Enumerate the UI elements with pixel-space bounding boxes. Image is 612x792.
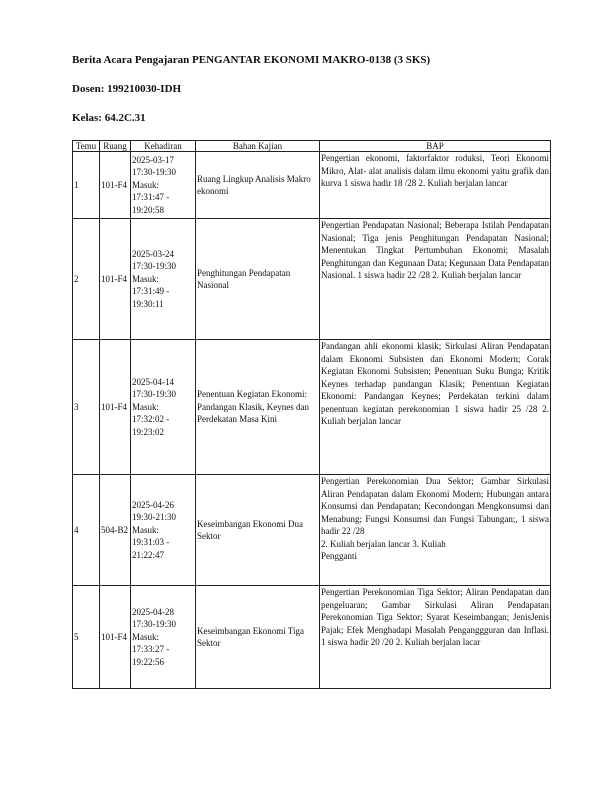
cell-ruang: 101-F4 bbox=[100, 152, 131, 219]
cell-bahan-kajian: Ruang Lingkup Analisis Makro ekonomi bbox=[196, 152, 320, 219]
table-row bbox=[73, 152, 551, 219]
header-bap: BAP bbox=[320, 141, 551, 152]
header-temu: Temu bbox=[73, 141, 100, 152]
cell-kehadiran: 2025-04-14 17:30-19:30 Masuk: 17:32:02 - 19:23:02 bbox=[131, 340, 196, 475]
cell-bahan-kajian: Keseimbangan Ekonomi Tiga Sektor bbox=[196, 586, 320, 689]
cell-bahan-kajian: Keseimbangan Ekonomi Dua Sektor bbox=[196, 475, 320, 586]
cell-temu: 5 bbox=[73, 586, 100, 689]
table-row bbox=[73, 219, 551, 340]
cell-temu: 4 bbox=[73, 475, 100, 586]
cell-bap: Pengertian Pendapatan Nasional; Beberapa Istilah Pendapatan Nasional; Tiga jenis Penghitungan Pendapatan Nasional; Menentukan Tingkat Pertumbuhan Ekonomi; Masalah Penghitungan dan Kegunaan Data; Kegunaan Data Pendapatan Nasional. 1 siswa hadir 22 /28 2. Kuliah berjalan lancar bbox=[320, 219, 551, 340]
class-id: Kelas: 64.2C.31 bbox=[72, 112, 146, 124]
table-row bbox=[73, 340, 551, 475]
cell-kehadiran: 2025-04-28 17:30-19:30 Masuk: 17:33:27 - 19:22:56 bbox=[131, 586, 196, 689]
header-ruang: Ruang bbox=[100, 141, 131, 152]
header-kehadiran: Kehadiran bbox=[131, 141, 196, 152]
cell-temu: 3 bbox=[73, 340, 100, 475]
cell-bahan-kajian: Penentuan Kegiatan Ekonomi: Pandangan Klasik, Keynes dan Perdekatan Masa Kini bbox=[196, 340, 320, 475]
table-row bbox=[73, 586, 551, 689]
cell-bap: Pandangan ahli ekonomi klasik; Sirkulasi Aliran Pendapatan dalam Ekonomi Subsisten dan Ekonomi Modern; Corak Kegiatan Ekonomi Subsisten; Penentuan Suku Bunga; Kritik Keynes terhadap pandangan Klasik; Penentuan Kegiatan Ekonomi: Pandangan Keynes; Perdekatan terkini dalam penentuan kegiatan perekonomian 1 siswa hadir 25 /28 2. Kuliah berjalan lancar bbox=[320, 340, 551, 475]
table-row bbox=[73, 475, 551, 586]
header-bahan-kajian: Bahan Kajian bbox=[196, 141, 320, 152]
cell-bap: Pengertian ekonomi, faktorfaktor roduksi, Teori Ekonomi Mikro, Alat- alat analisis dalam ilmu ekonomi yaitu grafik dan kurva 1 siswa hadir 18 /28 2. Kuliah berjalan lancar bbox=[320, 152, 551, 219]
cell-temu: 1 bbox=[73, 152, 100, 219]
cell-ruang: 504-B2 bbox=[100, 475, 131, 586]
cell-bap: Pengertian Perekonomian Tiga Sektor; Aliran Pendapatan dan pengeluaran; Gambar Sirkulasi Aliran Pendapatan Perekonomian Tiga Sektor; Syarat Keseimbangan; JenisJenis Pajak; Efek Menghadapi Masalah Penganggguran dan Inflasi. 1 siswa hadir 20 /20 2. Kuliah berjalan lacar bbox=[320, 586, 551, 689]
cell-bap: Pengertian Perekonomian Dua Sektor; Gambar Sirkulasi Aliran Pendapatan dalam Ekonomi Modern; Hubungan antara Konsumsi dan Pendapatan; Kecondongan Mengkonsumsi dan Menabung; Fungsi Konsumsi dan Fungsi Tabungan;, 1 siswa hadir 22 /28 2. Kuliah berjalan lancar 3. Kuliah Pengganti bbox=[320, 475, 551, 586]
cell-kehadiran: 2025-03-24 17:30-19:30 Masuk: 17:31:49 - 19:30:11 bbox=[131, 219, 196, 340]
teaching-record-table bbox=[72, 140, 551, 689]
cell-ruang: 101-F4 bbox=[100, 340, 131, 475]
cell-ruang: 101-F4 bbox=[100, 586, 131, 689]
cell-ruang: 101-F4 bbox=[100, 219, 131, 340]
lecturer-id: Dosen: 199210030-IDH bbox=[72, 83, 182, 95]
cell-kehadiran: 2025-04-26 19:30-21:30 Masuk: 19:31:03 - 21:22:47 bbox=[131, 475, 196, 586]
cell-kehadiran: 2025-03-17 17:30-19:30 Masuk: 17:31:47 - 19:20:58 bbox=[131, 152, 196, 219]
table-header-row bbox=[73, 141, 551, 152]
document-title: Berita Acara Pengajaran PENGANTAR EKONOMI MAKRO-0138 (3 SKS) bbox=[72, 54, 431, 66]
cell-temu: 2 bbox=[73, 219, 100, 340]
cell-bahan-kajian: Penghitungan Pendapatan Nasional bbox=[196, 219, 320, 340]
